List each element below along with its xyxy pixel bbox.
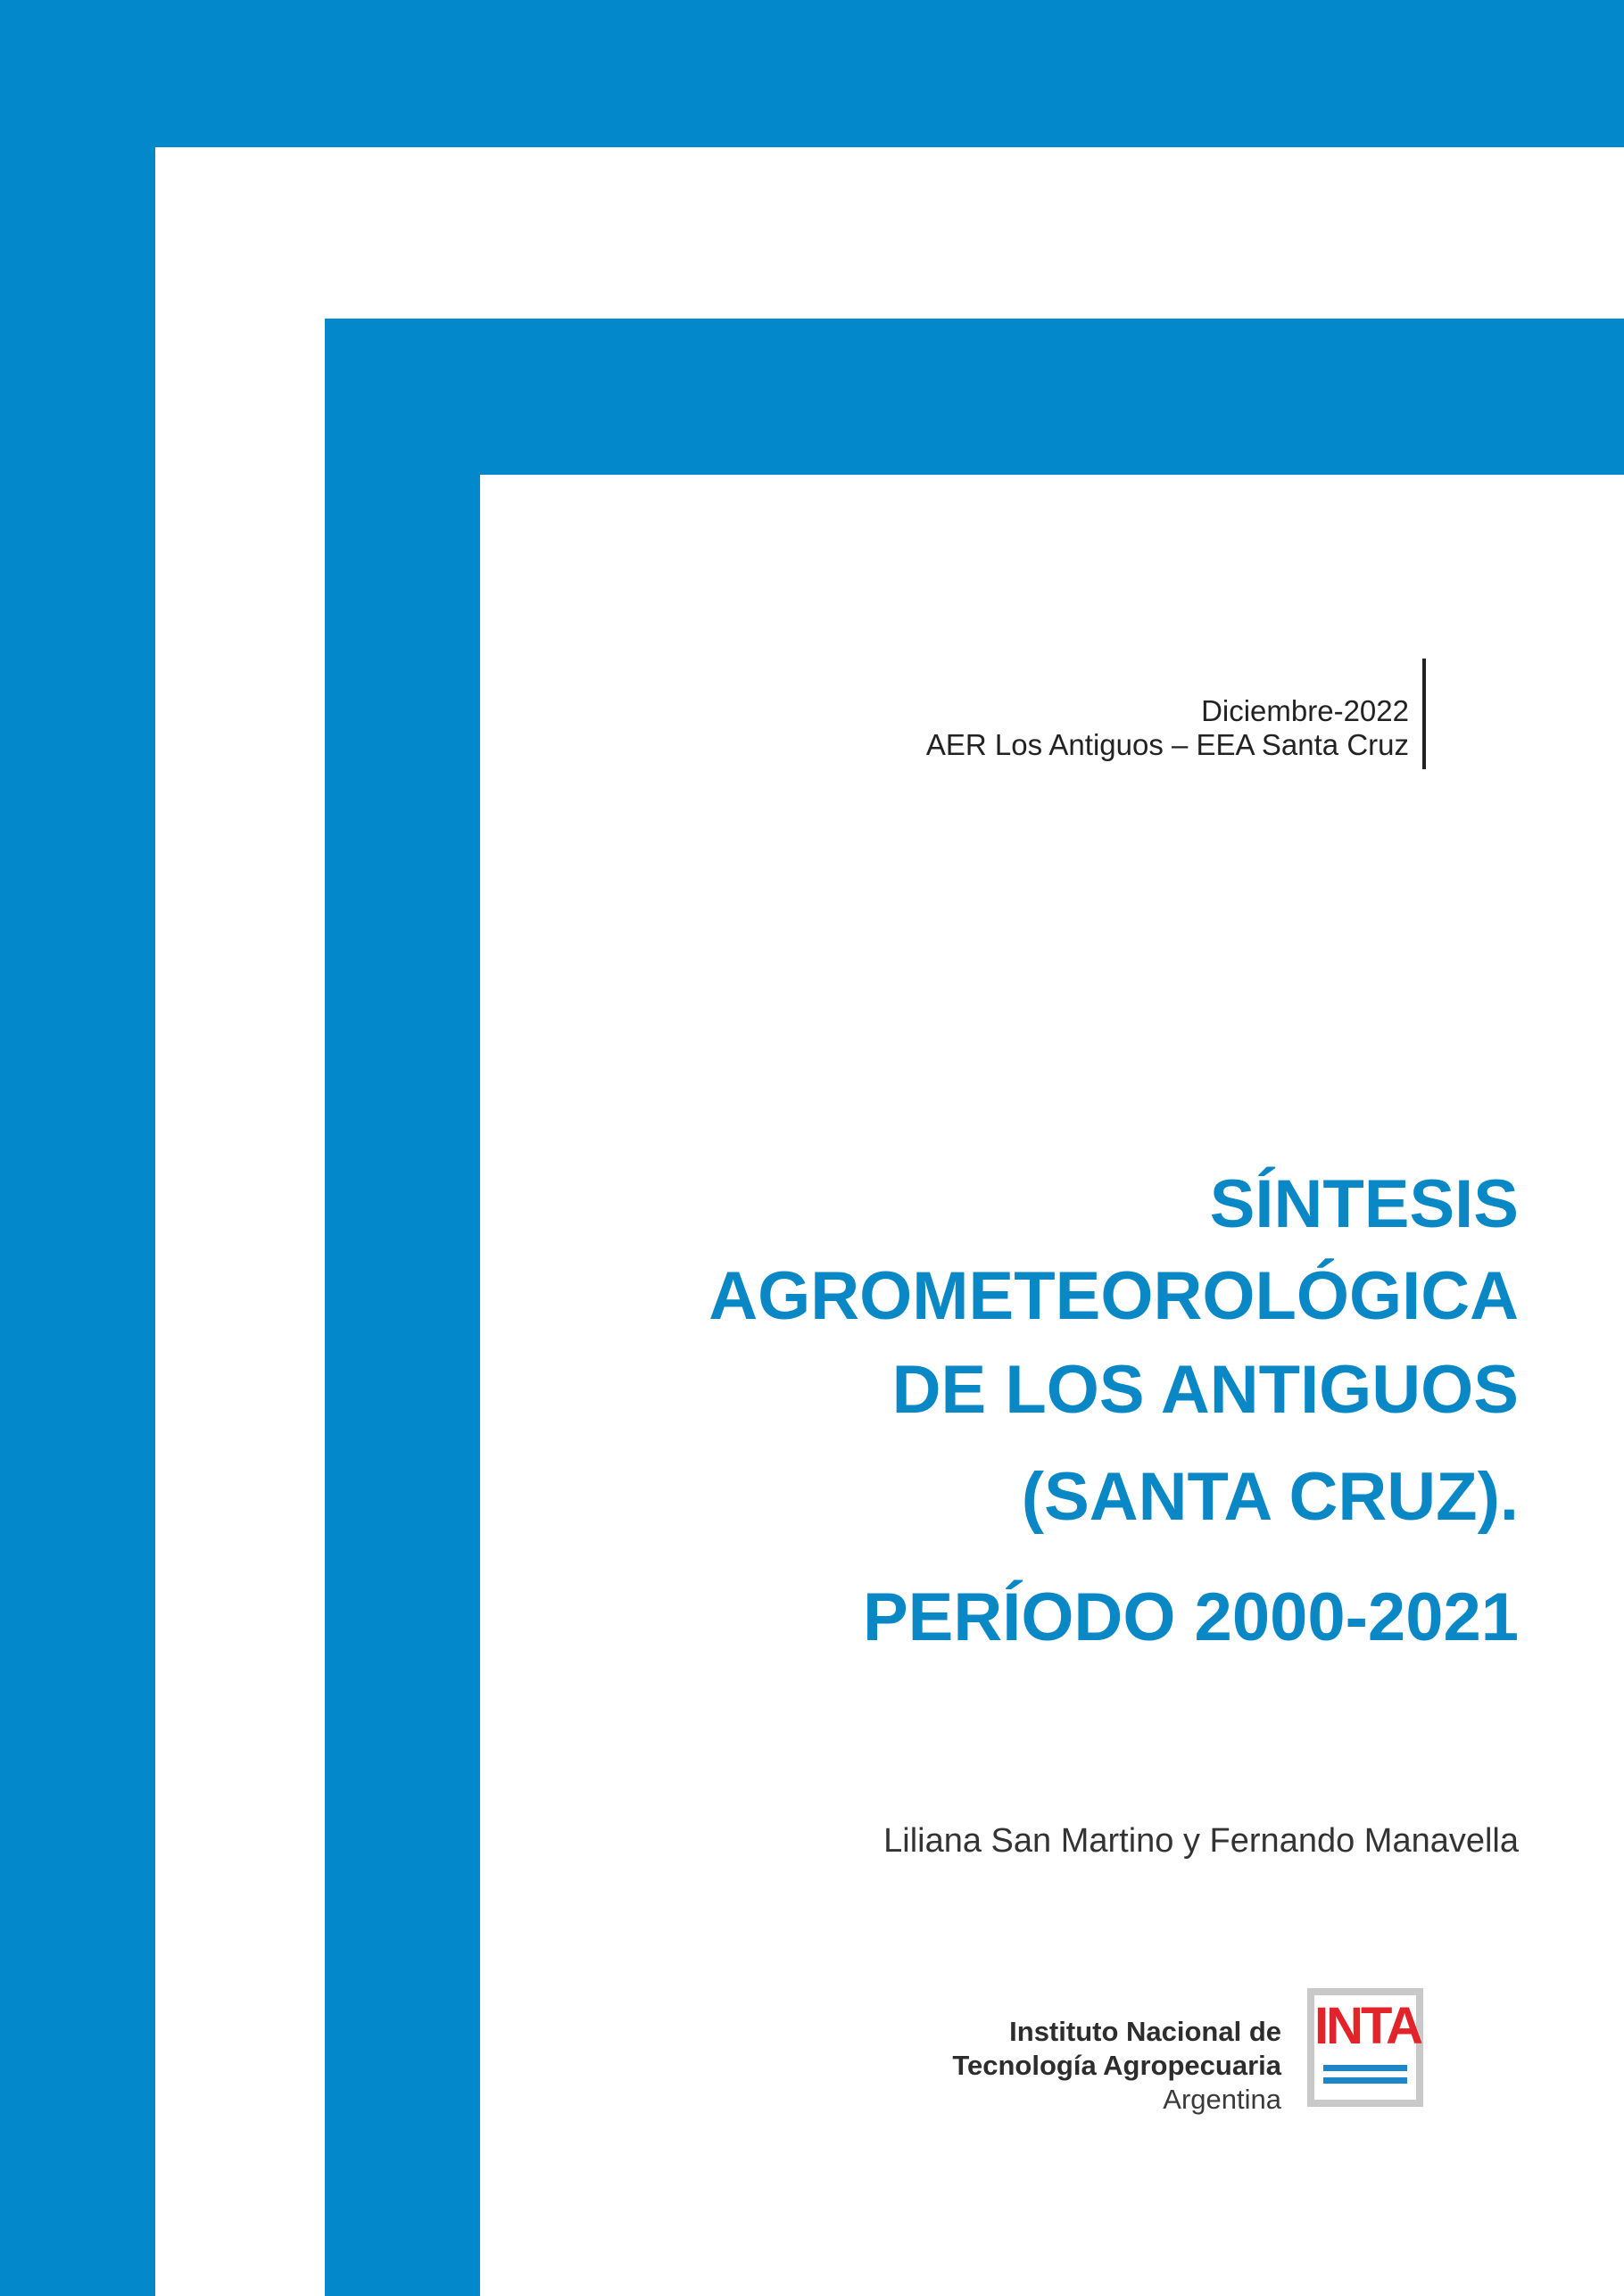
title-line-1: SÍNTESIS bbox=[1209, 1166, 1519, 1242]
document-title bbox=[448, 1160, 1519, 1678]
inta-logo-inner bbox=[1314, 1995, 1421, 2100]
org-line-1: Instituto Nacional de bbox=[1009, 2016, 1281, 2047]
title-line-5: PERÍODO 2000-2021 bbox=[862, 1579, 1519, 1655]
title-line-4: (SANTA CRUZ). bbox=[1021, 1459, 1519, 1535]
org-line-2: Tecnología Agropecuaria bbox=[952, 2050, 1281, 2081]
inta-logo-text: INTA bbox=[1314, 1997, 1421, 2055]
publication-meta bbox=[926, 694, 1409, 762]
title-line-2: AGROMETEOROLÓGICA bbox=[708, 1258, 1519, 1334]
inta-logo-bar-2 bbox=[1323, 2077, 1407, 2084]
publication-date: Diciembre-2022 bbox=[1201, 694, 1409, 727]
inner-frame-top bbox=[325, 319, 1624, 475]
outer-frame-top bbox=[0, 0, 1624, 147]
meta-divider bbox=[1422, 659, 1426, 769]
inta-logo bbox=[1307, 1988, 1423, 2107]
organization-name bbox=[952, 2015, 1281, 2117]
inta-logo-bar-1 bbox=[1323, 2065, 1407, 2071]
title-line-3: DE LOS ANTIGUOS bbox=[891, 1352, 1519, 1428]
authors: Liliana San Martino y Fernando Manavella bbox=[883, 1822, 1519, 1860]
publication-unit: AER Los Antiguos – EEA Santa Cruz bbox=[925, 728, 1409, 761]
org-line-3: Argentina bbox=[1163, 2084, 1281, 2115]
outer-frame-left bbox=[0, 0, 155, 2296]
